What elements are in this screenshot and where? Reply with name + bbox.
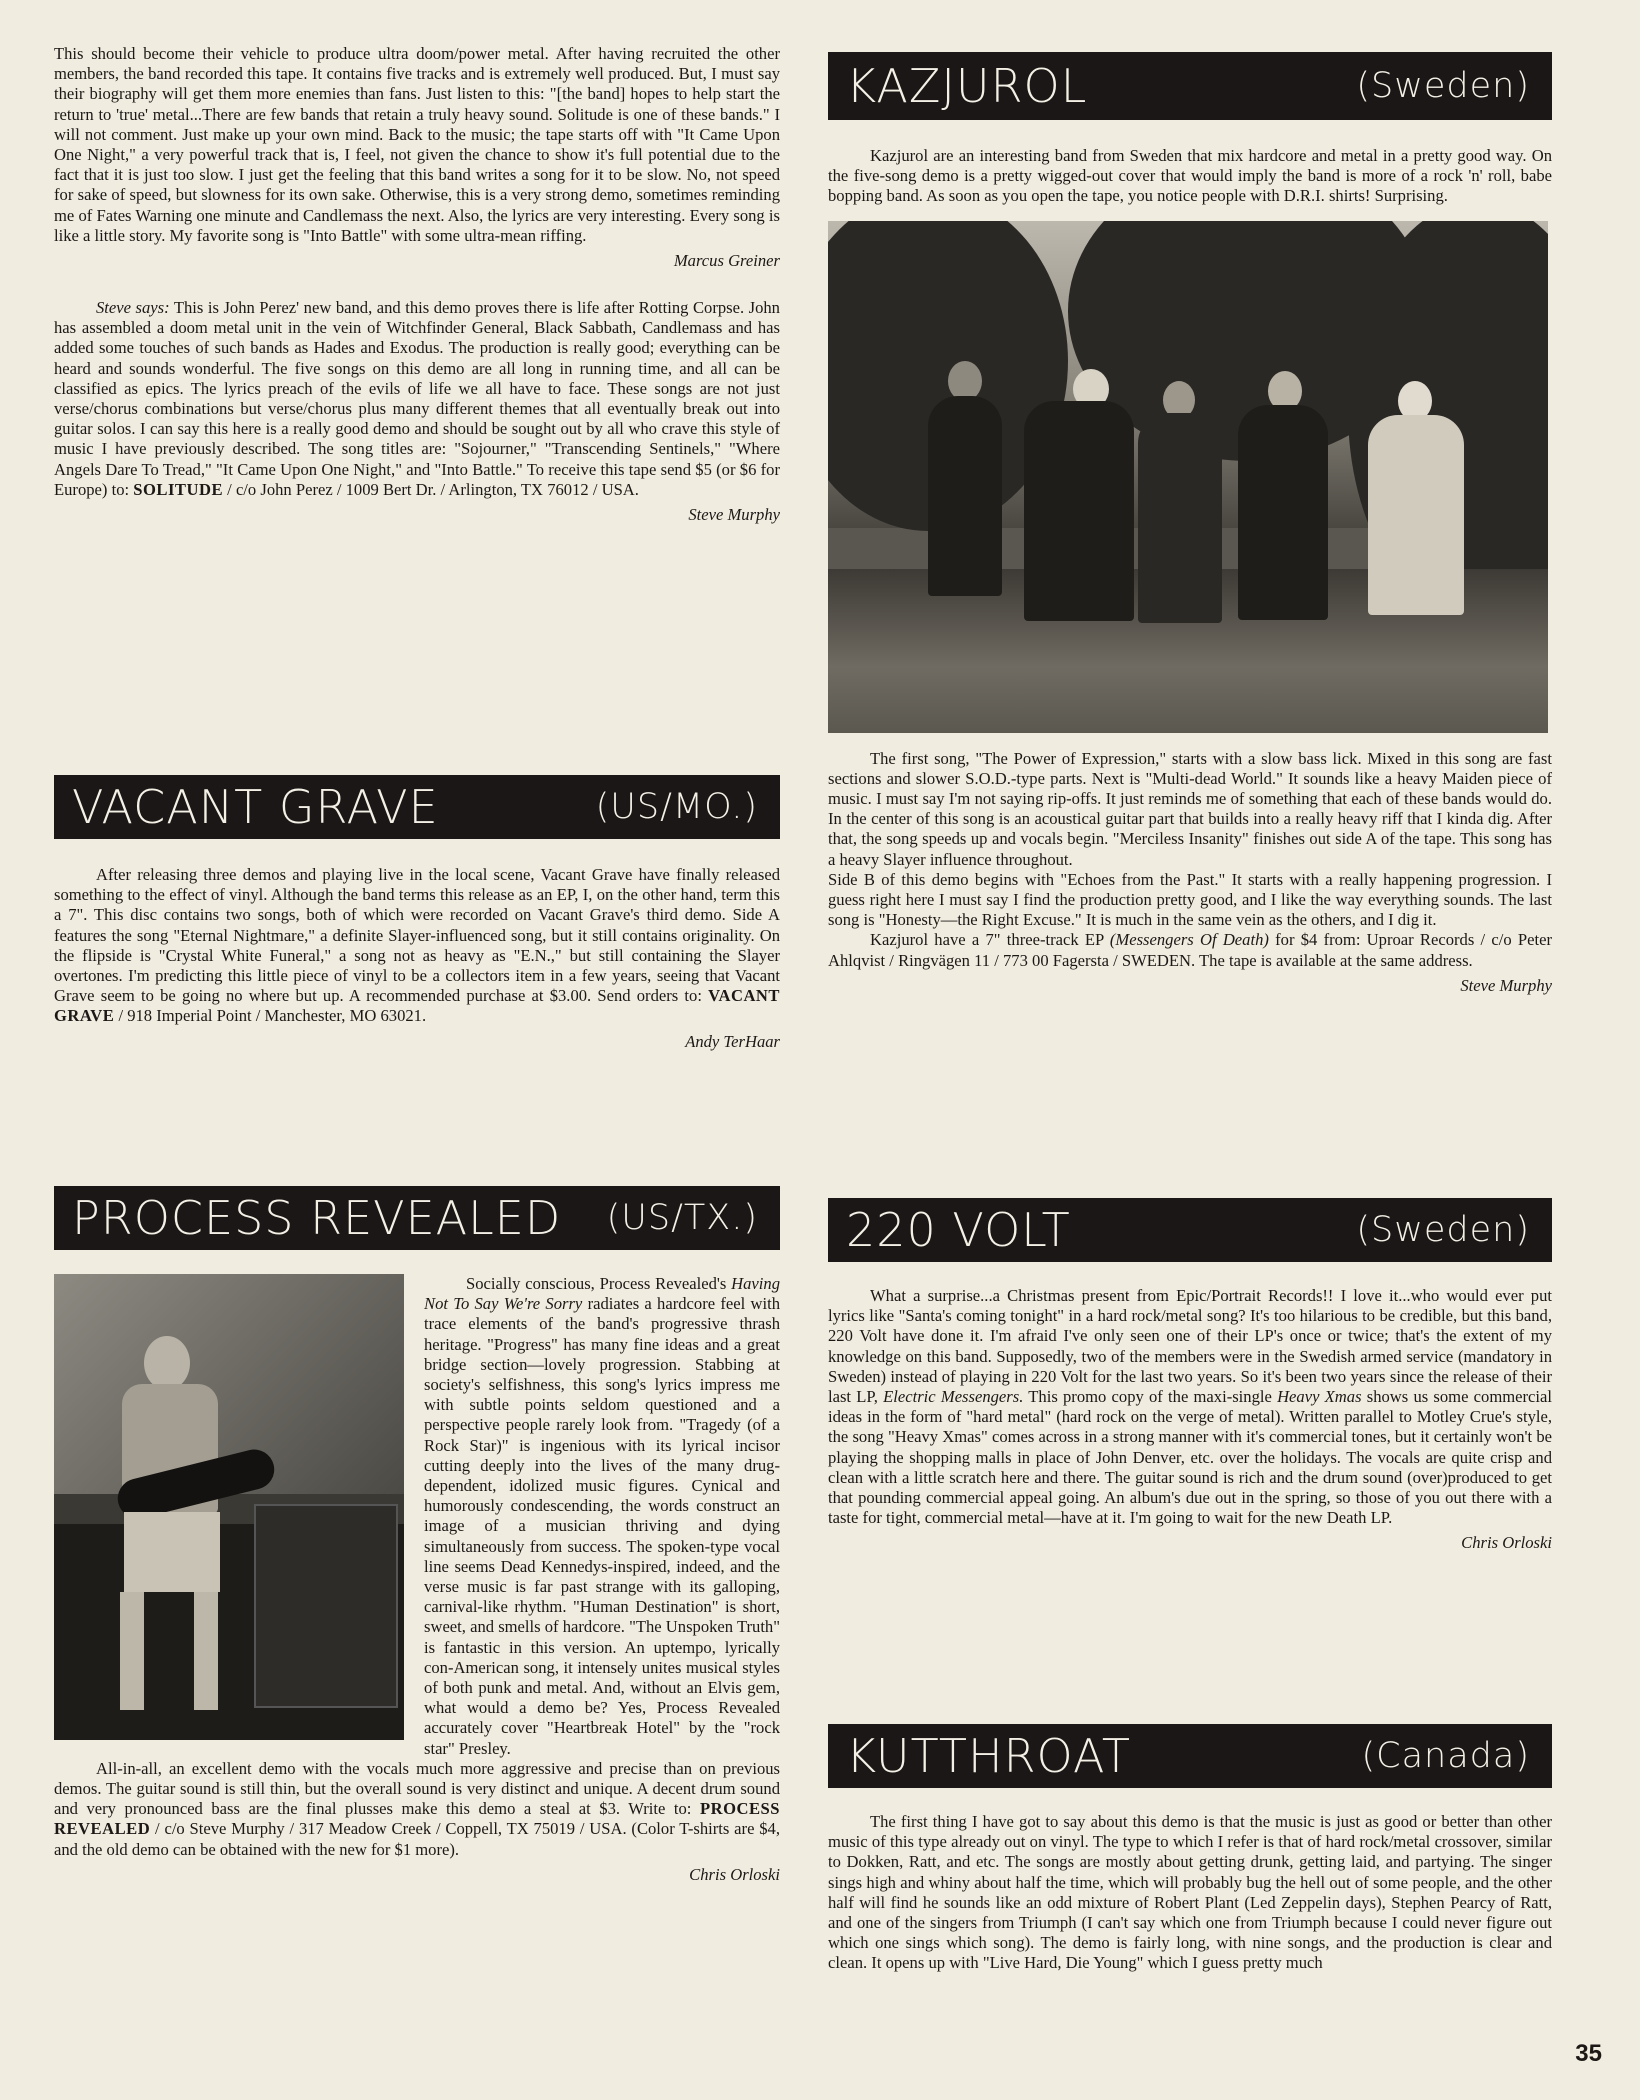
band-name: VACANT GRAVE <box>72 780 439 834</box>
release-title: (Messengers Of Death) <box>1109 930 1269 950</box>
review-paragraph: Kazjurol have a 7" three-track EP (Messengers Of Death) for $4 from: Uproar Records / c/o Peter Ahlqvist / Ringvägen 11 / 773 00 Fagersta / SWEDEN. The tape is available at the same address. <box>828 930 1552 970</box>
review-paragraph: What a surprise...a Christmas present from Epic/Portrait Records!! I love it...who would ever put lyrics like "Santa's coming tonight" in a hard rock/metal song? It's too hilarious to be credible, but this band, 220 Volt have done it. I'm afraid I've only seen one of their LP's once or twice; that's the extent of my knowledge on this band. Supposedly, two of the members were in the Swedish armed service (mandatory in Sweden) instead of playing in 220 Volt for the last two years. So it's been two years since the release of their last LP, Electric Messengers. This promo copy of the maxi-single Heavy Xmas shows us some commercial ideas in the form of "hard metal" (hard rock on the verge of metal). Written parallel to Motley Crue's style, the song "Heavy Xmas" comes across in a strong manner with it's commercial tones, but it certainly won't be playing the shopping malls in place of John Denver, etc. over the holidays. The vocals are quite crisp and clean with a little scratch here and there. The guitar sound is rich and the drum sound (over)produced to get that pounding commercial appeal going. An album's due out in the spring, so those of you out there with a taste for tight, commercial metal—have at it. I'm going to wait for the new Death LP. <box>828 1286 1552 1528</box>
release-title: Electric Messengers. <box>883 1387 1024 1407</box>
band-contact-name: VACANT GRAVE <box>54 986 780 1026</box>
band-country: (US/MO.) <box>595 786 758 827</box>
band-photo <box>828 221 1548 733</box>
band-country: (Sweden) <box>1356 1209 1530 1250</box>
kutthroat-section <box>828 1724 1552 1974</box>
release-title: Heavy Xmas <box>1277 1387 1362 1407</box>
review-signature: Chris Orloski <box>689 1864 780 1884</box>
review-signature: Steve Murphy <box>1460 975 1552 995</box>
band-contact-name: PROCESS REVEALED <box>54 1799 780 1839</box>
vacant-grave-section <box>54 775 780 1053</box>
review-paragraph: Socially conscious, Process Revealed's Having Not To Say We're Sorry radiates a hardcore feel with trace elements of the band's progressive thrash heritage. "Progress" has many fine ideas and a great bridge section—lovely progression. Stabbing at society's selfishness, this song's lyrics impress me with subtle points seldom questioned and a perspective people rarely look from. "Tragedy (of a Rock Star)" is ingenious with its lyrical incisor cutting deeply into the lives of the many drug-dependent, idolized music figures. Cynical and humorously condescending, the words construct an image of a musician thriving and dying simultaneously from success. The spoken-type vocal line seems Dead Kennedys-inspired, indeed, and the verse music is far past strange with its galloping, carnival-like rhythm. "Human Destination" is short, sweet, and smells of hardcore. "The Unspoken Truth" is fantastic in this version. An uptempo, lyrically con-American song, it intensely unites musical styles of both punk and metal. And, without an Elvis gem, what would a demo be? Yes, Process Revealed accurately cover "Heartbreak Hotel" by the "rock star" Presley. <box>424 1274 780 1758</box>
band-name: PROCESS REVEALED <box>72 1191 562 1245</box>
band-name: KAZJUROL <box>846 59 1088 113</box>
process-revealed-section <box>54 1186 780 1886</box>
review-paragraph: All-in-all, an excellent demo with the vocals much more aggressive and precise than on previous demos. The guitar sound is still thin, but the overall sound is very distinct and unique. A decent drum sound and very pronounced bass are the final plusses make this demo a steal at $3. Write to: PROCESS REVEALED / c/o Steve Murphy / 317 Meadow Creek / Coppell, TX 75019 / USA. (Color T-shirts are $4, and the old demo can be obtained with the new for $1 more). <box>54 1758 780 1859</box>
solitude-second-review: Steve says: This is John Perez' new band, and this demo proves there is life after Rotting Corpse. John has assembled a doom metal unit in the vein of Witchfinder General, Black Sabbath, Candlemass and has added some touches of such bands as Hades and Exodus. The production is really good; everything can be heard and sounds wonderful. The five songs on this demo are all long in running time, and all can be classified as epics. The lyrics preach of the evils of life we all have to face. These songs are not just verse/chorus combinations but verse/chorus plus many different themes that all eventually break out into guitar solos. I can say this here is a really good demo and should be sought out by all who crave this style of music I have previously described. The song titles are: "Sojourner," "Transcending Sentinels," "Where Angels Dare To Tread," "It Came Upon One Night," and "Into Battle." To receive this tape send $5 (or $6 for Europe) to: SOLITUDE / c/o John Perez / 1009 Bert Dr. / Arlington, TX 76012 / USA. <box>54 298 780 499</box>
band-name: KUTTHROAT <box>846 1729 1131 1783</box>
section-header <box>828 1724 1552 1788</box>
review-paragraph: The first song, "The Power of Expression," starts with a slow bass lick. Mixed in this song are fast sections and slower S.O.D.-type parts. Next is "Multi-dead World." It sounds like a heavy Maiden piece of music. I must say I'm not saying rip-offs. It just reminds me of something that each of these bands would do. In the center of this song is an acoustical guitar part that builds into a really heavy riff that I kinda dig. After that, the song speeds up and vocals begin. "Merciless Insanity" finishes out side A of the tape. This song has a heavy Slayer influence throughout. <box>828 748 1552 869</box>
review-signature: Chris Orloski <box>1461 1533 1552 1553</box>
section-header <box>828 1198 1552 1262</box>
band-country: (US/TX.) <box>606 1197 758 1238</box>
band-photo <box>54 1274 404 1740</box>
kazjurol-section <box>828 52 1552 997</box>
review-paragraph: After releasing three demos and playing live in the local scene, Vacant Grave have finally released something to the effect of vinyl. Although the band terms this release as an EP, I, on the other hand, term this a 7". This disc contains two songs, both of which were recorded on Vacant Grave's third demo. Side A features the song "Eternal Nightmare," a definite Slayer-influenced song, but it still contains originality. On the flipside is "Crystal White Funeral," a song not as heavy as "E.N.," but still containing the Slayer overtones. I'm predicting this little piece of vinyl to be a collectors item in a few years, seeing that Vacant Grave seem to be going no where but up. A recommended purchase at $3.00. Send orders to: VACANT GRAVE / 918 Imperial Point / Manchester, MO 63021. <box>54 865 780 1026</box>
release-title: Having Not To Say We're Sorry <box>424 1274 780 1314</box>
section-header <box>54 1186 780 1250</box>
review-lead: Steve says: <box>96 298 170 318</box>
band-country: (Canada) <box>1361 1735 1530 1776</box>
review-signature: Marcus Greiner <box>673 251 780 271</box>
page-number: 35 <box>1575 2040 1602 2067</box>
220-volt-section <box>828 1198 1552 1554</box>
review-paragraph: The first thing I have got to say about this demo is that the music is just as good or better than other music of this type already out on vinyl. The type to which I refer is that of hard rock/metal crossover, similar to Dokken, Ratt, and etc. The songs are mostly about getting drunk, getting laid, and partying. The singer sings high and whiny about half the time, which will probably bug the hell out of some people, and the other half will find he sounds like an odd mixture of Robert Plant (Led Zeppelin days), Stephen Pearcy of Ratt, and one of the singers from Triumph (I can't say which one from Triumph because I could never figure out which one sings which song). The demo is fairly long, with nine songs, and the production is clear and clean. It opens up with "Live Hard, Die Young" which I guess pretty much <box>828 1812 1552 1973</box>
band-contact-name: SOLITUDE <box>133 479 224 499</box>
band-country: (Sweden) <box>1356 65 1530 106</box>
review-paragraph: Side B of this demo begins with "Echoes from the Past." It starts with a really happening progression. I guess right here I must say I find the production pretty good, and I like the way everything sounds. The last song is "Honesty—the Right Excuse." It is much in the same vein as the others, and I dig it. <box>828 869 1552 930</box>
review-signature: Steve Murphy <box>688 505 780 525</box>
section-header <box>828 52 1552 120</box>
band-name: 220 VOLT <box>846 1203 1071 1257</box>
section-header <box>54 775 780 839</box>
review-paragraph: Kazjurol are an interesting band from Sweden that mix hardcore and metal in a pretty good way. On the five-song demo is a pretty wigged-out cover that would imply the band is more of a rock 'n' roll, babe bopping band. As soon as you open the tape, you notice people with D.R.I. shirts! Surprising. <box>828 146 1552 206</box>
solitude-review-paragraph: This should become their vehicle to produce ultra doom/power metal. After having recruited the other members, the band recorded this tape. It contains five tracks and is extremely well produced. But, I must say their biography will get them more enemies than fans. Just listen to this: "[the band] hopes to help start the return to 'true' metal...There are few bands that retain a truly heavy sound. Solitude is one of these bands." I will not comment. Just make up your own mind. Back to the music; the tape starts off with "It Came Upon One Night," a very powerful track that is, I feel, not given the chance to show it's full potential due to the fact that it is just too slow. I just get the feeling that this band writes a song for it to be slow. No, not speed for sake of speed, but slowness for its own sake. Otherwise, this is a very strong demo, sometimes reminding me of Fates Warning one minute and Candlemass the next. Also, the lyrics are very interesting. Every song is like a little story. My favorite song is "Into Battle" with some ultra-mean riffing. <box>54 44 780 245</box>
review-signature: Andy TerHaar <box>685 1031 780 1051</box>
left-column <box>54 44 780 526</box>
